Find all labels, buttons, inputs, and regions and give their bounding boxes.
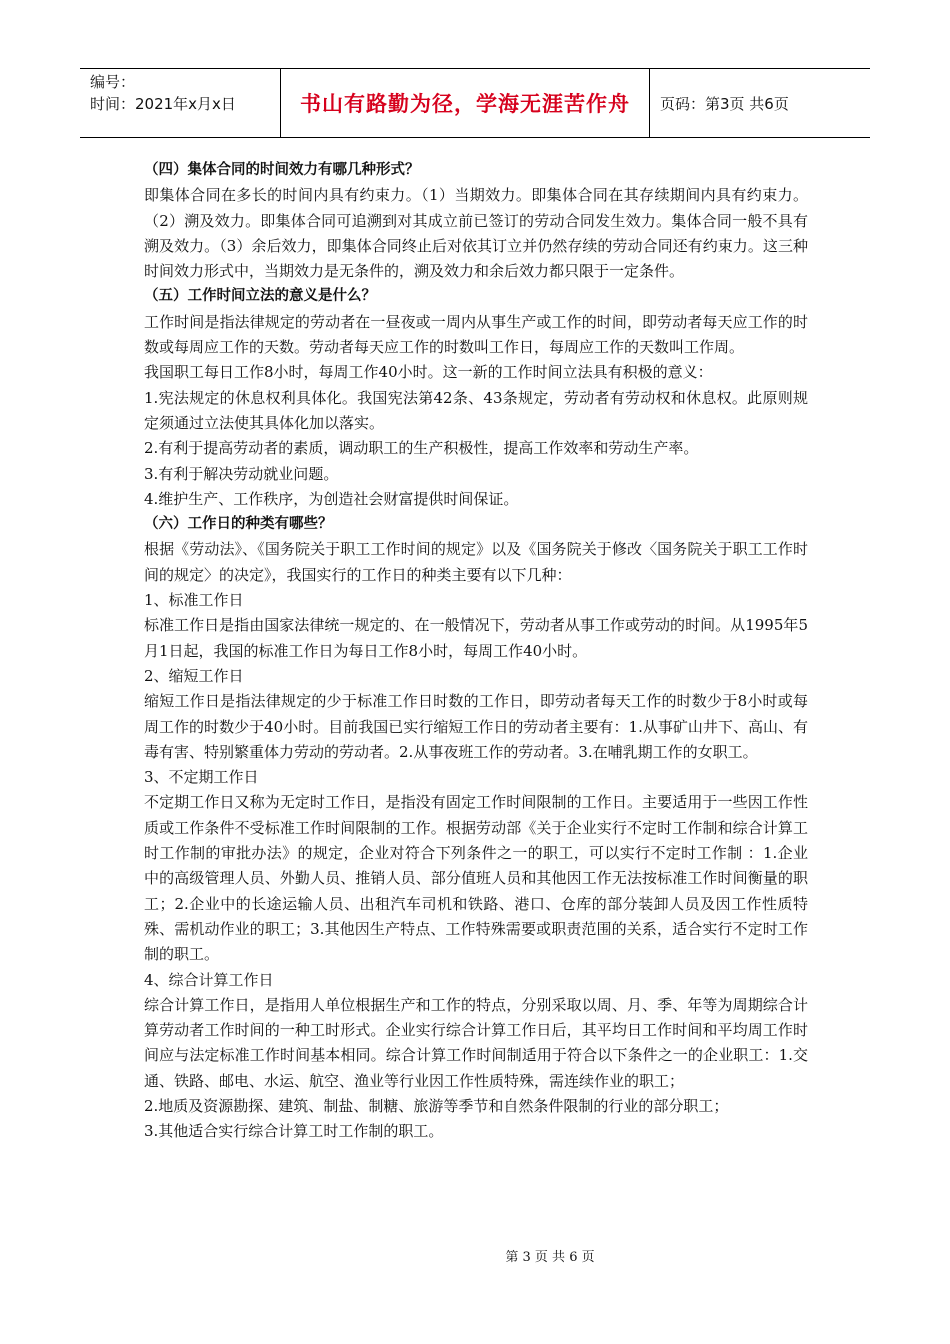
body-paragraph: 即集体合同在多长的时间内具有约束力。（1）当期效力。即集体合同在其存续期间内具有约束力。（2）溯及效力。即集体合同可追溯到对其成立前已签订的劳动合同发生效力。集体合同一般不具有溯及效力。（3）余后效力，即集体合同终止后对依其订立并仍然存续的劳动合同还有约束力。这三种时间效力形式中，当期效力是无条件的，溯及效力和余后效力都只限于一定条件。 bbox=[144, 186, 808, 281]
body-paragraph: 2、缩短工作日 bbox=[144, 666, 244, 685]
body-paragraph: 2.有利于提高劳动者的素质，调动职工的生产积极性，提高工作效率和劳动生产率。 bbox=[144, 439, 699, 458]
body-paragraph: 标准工作日是指由国家法律统一规定的、在一般情况下，劳动者从事工作或劳动的时间。从1995年5月1日起，我国的标准工作日为每日工作8小时，每周工作40小时。 bbox=[144, 616, 808, 660]
section-heading: （五）工作时间立法的意义是什么？ bbox=[144, 288, 376, 305]
page-footer bbox=[0, 1246, 950, 1265]
body-paragraph: 缩短工作日是指法律规定的少于标准工作日时数的工作日，即劳动者每天工作的时数少于8小时或每周工作的时数少于40小时。目前我国已实行缩短工作日的劳动者主要有：1.从事矿山井下、高山、有毒有害、特别繁重体力劳动的劳动者。2.从事夜班工作的劳动者。3.在哺乳期工作的女职工。 bbox=[144, 692, 808, 761]
body-paragraph: 2.地质及资源勘探、建筑、制盐、制糖、旅游等季节和自然条件限制的行业的部分职工； bbox=[144, 1096, 729, 1115]
body-paragraph: 1.宪法规定的休息权利具体化。我国宪法第42条、43条规定，劳动者有劳动权和休息权。此原则规定须通过立法使其具体化加以落实。 bbox=[144, 388, 808, 432]
body-paragraph: 综合计算工作日，是指用人单位根据生产和工作的特点，分别采取以周、月、季、年等为周期综合计算劳动者工作时间的一种工时形式。企业实行综合计算工作日后，其平均日工作时间和平均周工作时间应与法定标准工作时间基本相同。综合计算工作时间制适用于符合以下条件之一的企业职工：1.交通、铁路、邮电、水运、航空、渔业等行业因工作性质特殊，需连续作业的职工； bbox=[144, 995, 808, 1090]
body-paragraph: 3.有利于解决劳动就业问题。 bbox=[144, 464, 339, 483]
body-paragraph: 3、不定期工作日 bbox=[144, 768, 259, 787]
body-paragraph: 4.维护生产、工作秩序，为创造社会财富提供时间保证。 bbox=[144, 489, 519, 508]
header-page-cell bbox=[650, 69, 870, 137]
document-code-label: 编号： bbox=[90, 73, 136, 91]
header-motto: 书山有路勤为径，学海无涯苦作舟 bbox=[300, 92, 630, 116]
body-paragraph: 不定期工作日又称为无定时工作日，是指没有固定工作时间限制的工作日。主要适用于一些因工作性质或工作条件不受标准工作时间限制的工作。根据劳动部《关于企业实行不定时工作制和综合计算工时工作制的审批办法》的规定，企业对符合下列条件之一的职工，可以实行不定时工作制 ：1.企业中的高级管理人员、外勤人员、推销人员、部分值班人员和其他因工作无法按标准工作时间衡量的职工；2.企业中的长途运输人员、出租汽车司机和铁路、港口、仓库的部分装卸人员及因工作性质特殊、需机动作业的职工；3.其他因生产特点、工作特殊需要或职责范围的关系，适合实行不定时工作制的职工。 bbox=[144, 793, 808, 964]
body-paragraph: 我国职工每日工作8小时，每周工作40小时。这一新的工作时间立法具有积极的意义： bbox=[144, 363, 713, 382]
body-paragraph: 3.其他适合实行综合计算工时工作制的职工。 bbox=[144, 1122, 444, 1141]
body-paragraph: 根据《劳动法》、《国务院关于职工工作时间的规定》以及《国务院关于修改〈国务院关于职工工作时间的规定〉的决定》，我国实行的工作日的种类主要有以下几种： bbox=[144, 540, 808, 584]
body-paragraph: 4、综合计算工作日 bbox=[144, 970, 274, 989]
body-paragraph: 工作时间是指法律规定的劳动者在一昼夜或一周内从事生产或工作的时间，即劳动者每天应工作的时数或每周应工作的天数。劳动者每天应工作的时数叫工作日，每周应工作的天数叫工作周。 bbox=[144, 312, 808, 357]
page-header bbox=[80, 68, 870, 138]
section-heading: （六）工作日的种类有哪些？ bbox=[144, 516, 333, 533]
header-meta bbox=[80, 69, 280, 137]
footer-page-number: 第 3 页 共 6 页 bbox=[505, 1250, 595, 1265]
document-body bbox=[144, 158, 808, 1145]
header-motto-cell bbox=[280, 69, 650, 137]
section-heading: （四）集体合同的时间效力有哪几种形式？ bbox=[144, 162, 420, 178]
body-paragraph: 1、标准工作日 bbox=[144, 591, 244, 610]
document-time-label: 时间：2021年x月x日 bbox=[90, 95, 236, 113]
header-page-number: 页码：第3页 共6页 bbox=[660, 94, 789, 113]
